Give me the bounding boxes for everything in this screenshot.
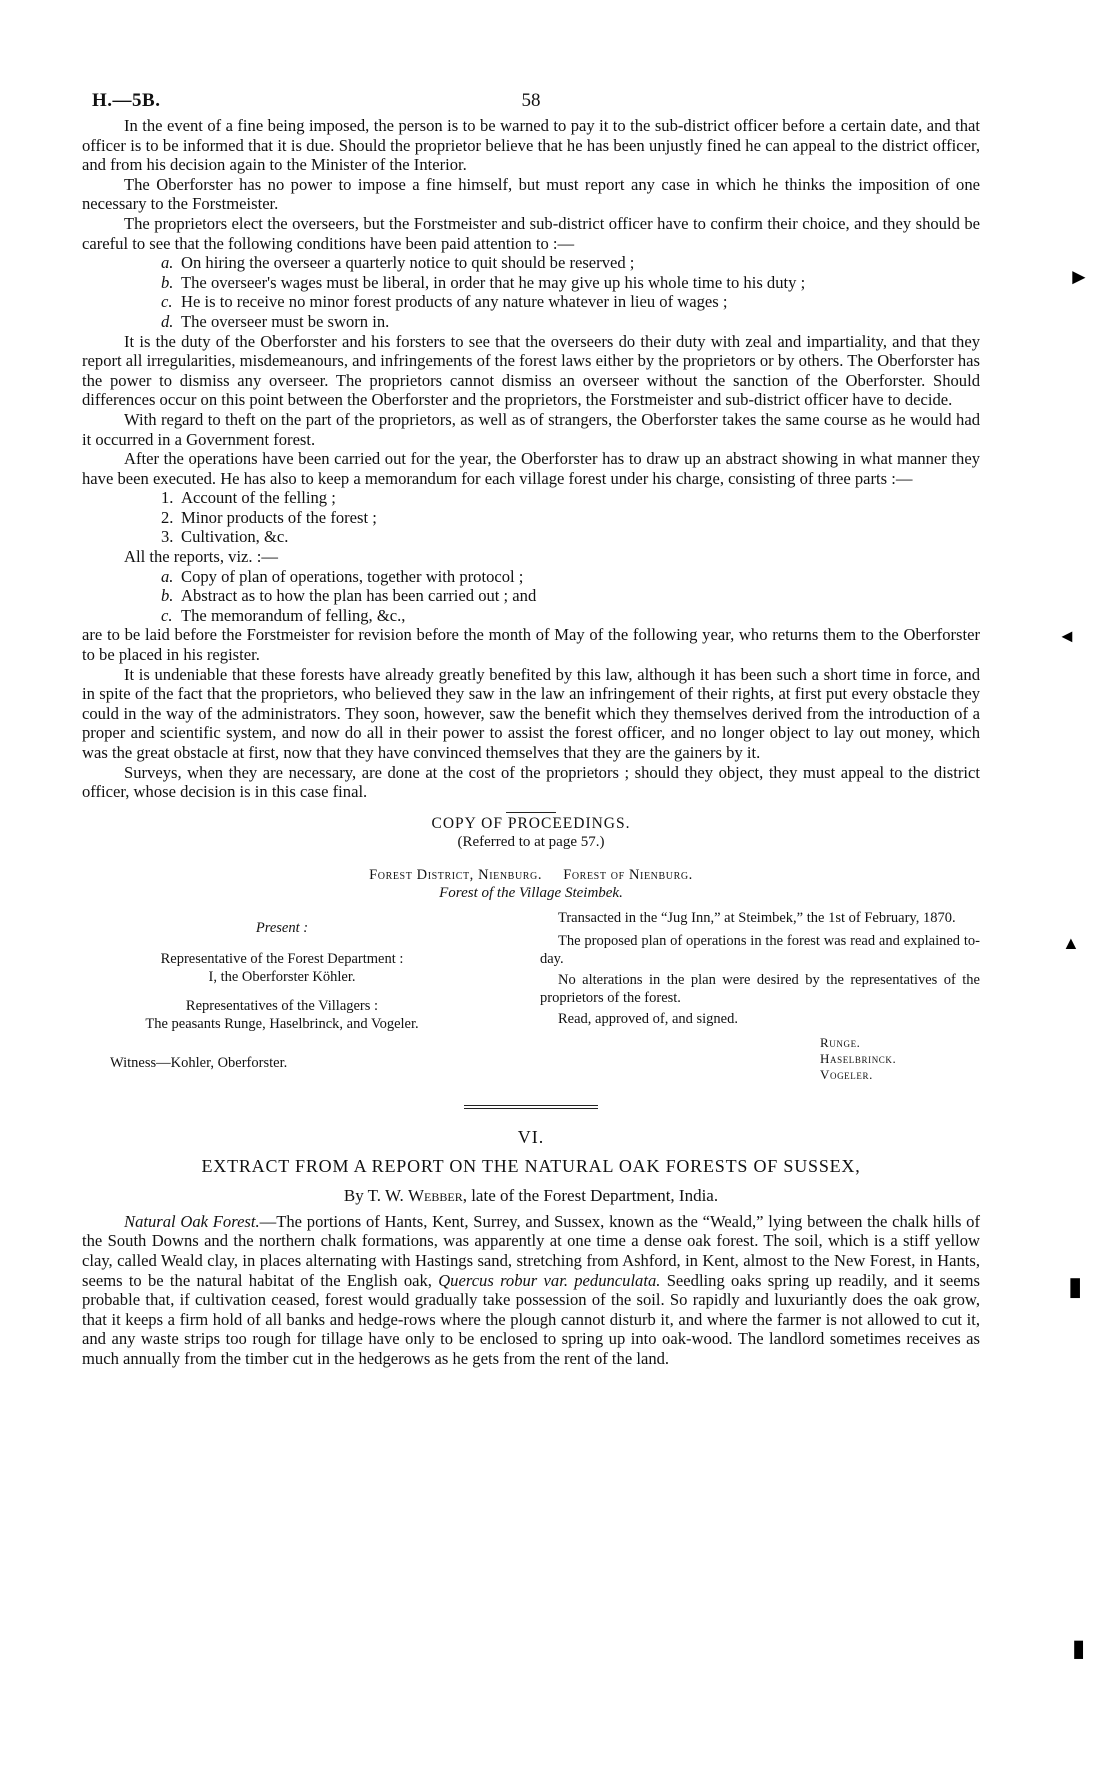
list-item	[82, 292, 980, 312]
paragraph-lead: Natural Oak Forest.	[124, 1211, 260, 1231]
proceedings-title: COPY OF PROCEEDINGS.	[431, 814, 631, 832]
proceedings-record	[540, 910, 980, 1083]
list-item	[82, 273, 980, 293]
transacted-line: Transacted in the “Jug Inn,” at Steimbek,” the 1st of February, 1870.	[558, 909, 956, 926]
section-number: VI.	[517, 1126, 545, 1147]
list-item	[82, 312, 980, 332]
page-number: 58	[521, 90, 541, 111]
list-item	[82, 508, 980, 528]
margin-pointer-icon: ▲	[1062, 933, 1080, 953]
author-suffix: , late of the Forest Department, India.	[462, 1185, 719, 1205]
signature: Haselbrinck.	[820, 1050, 897, 1066]
list-text: Account of the felling ;	[181, 488, 336, 508]
list-text: Abstract as to how the plan has been carried out ; and	[181, 586, 537, 606]
list-item	[82, 527, 980, 547]
paragraph	[82, 1212, 980, 1369]
paragraph: After the operations have been carried out for the year, the Oberforster has to draw up an abstract showing in what manner they have been executed. He has also to keep a memorandum for each village forest under his charge, consisting of three parts :—	[82, 449, 980, 488]
memorandum-list	[82, 488, 980, 547]
section-author	[82, 1186, 980, 1206]
reports-list	[82, 567, 980, 626]
paragraph: In the event of a fine being imposed, the person is to be warned to pay it to the sub-district officer before a certain date, and that officer is to be informed that it is due. Should the proprietor believe that he has been unjustly fined he can appeal to the district officer, and from his decision again to the Minister of the Interior.	[82, 116, 980, 175]
paragraph: It is the duty of the Oberforster and his forsters to see that the overseers do their duty with zeal and impartiality, and that they report all irregularities, misdemeanours, and infringements of the forest laws either by the proprietors or by others. The Oberforster has the power to dismiss any overseer. The proprietors cannot dismiss an overseer without the sanction of the Oberforster. Should differences occur on this point between the Oberforster and the proprietors, the Forstmeister and sub-district officer have to decide.	[82, 331, 980, 410]
villagers-names: The peasants Runge, Haselbrinck, and Vogeler.	[145, 1015, 419, 1032]
forest-rep-name: I, the Oberforster Köhler.	[208, 968, 356, 985]
present-label: Present :	[255, 919, 309, 936]
paragraph: It is undeniable that these forests have already greatly benefited by this law, although it has been such a short time in force, and in spite of the fact that the proprietors, who believed they saw in the law an infringement of their rights, at first put every obstacle they could in the way of the administrators. They soon, however, saw the benefit which they themselves derived from the introduction of a proper and scientific system, and now do all in their power to assist the forest officer, and no longer object to lay out money, which was the great obstacle at first, now that they have convinced themselves that they are the gainers by it.	[82, 664, 980, 762]
proceedings-heading: Forest District, Nienburg. Forest of Nienburg.	[369, 866, 693, 883]
margin-pointer-icon: ◄	[1058, 626, 1076, 646]
paragraph: All the reports, viz. :—	[124, 547, 278, 567]
forest-rep-title: Representative of the Forest Department :	[160, 951, 404, 968]
signed-line: Read, approved of, and signed.	[558, 1011, 738, 1028]
signatures	[820, 1035, 980, 1083]
list-marker: a.	[161, 253, 174, 273]
margin-pointer-icon: ►	[1068, 264, 1090, 289]
section-divider	[464, 1105, 598, 1109]
conditions-list	[82, 253, 980, 331]
section-text	[82, 1212, 980, 1369]
margin-tab-icon: ▮	[1072, 1636, 1086, 1662]
list-marker: b.	[161, 272, 174, 292]
signature: Runge.	[820, 1034, 861, 1050]
no-alterations-line: No alterations in the plan were desired by the representatives of the proprietors of the forest.	[540, 972, 980, 1006]
list-marker: 2.	[161, 507, 174, 527]
paragraph: The proprietors elect the overseers, but the Forstmeister and sub-district officer have to confirm their choice, and they should be careful to see that the following conditions have been paid attention to :—	[82, 213, 980, 253]
paragraph-text: —The portions of Hants, Kent, Surrey, and Sussex, known as the “Weald,” lying between the chalk hills of the South Downs and the northern chalk formations, was apparently at one time a dense oak forest. The soil, which is a stiff yellow clay, called Weald clay, in places alternating with Hastings sand, stretching from Ashford, in Kent, almost to the New Forest, in Hants, seems to be the natural habitat of the English oak,	[82, 1211, 980, 1290]
list-text: The memorandum of felling, &c.,	[181, 605, 406, 625]
document-reference: H.—5B.	[92, 90, 161, 111]
paragraph-text: Seedling oaks spring up readily, and it seems probable that, if cultivation ceased, forest would gradually take possession of the soil. So rapidly and luxuriantly does the oak grow, that it keeps a firm hold of all banks and hedge-rows where the plough cannot disturb it, and where the farmer is not allowed to cut it, and any waste strips too rough for tillage have only to be enclosed to spring up into oak-wood. The landlord sometimes receives as much annually from the timber cut in the hedgerows as he gets from the rent of the land.	[82, 1270, 980, 1368]
margin-tab-icon: ▮	[1068, 1272, 1083, 1301]
list-text: On hiring the overseer a quarterly notice to quit should be reserved ;	[181, 253, 635, 273]
proceedings-reference: (Referred to at page 57.)	[457, 833, 605, 850]
species-name: Quercus robur var. pedunculata.	[438, 1270, 661, 1290]
list-item	[82, 586, 980, 606]
paragraph: The Oberforster has no power to impose a fine himself, but must report any case in which he thinks the imposition of one necessary to the Forstmeister.	[82, 174, 980, 214]
divider	[506, 812, 556, 813]
list-text: The overseer must be sworn in.	[181, 311, 390, 331]
list-marker: c.	[161, 292, 173, 312]
list-marker: c.	[161, 605, 173, 625]
list-text: He is to receive no minor forest products of any nature whatever in lieu of wages ;	[181, 292, 728, 312]
list-marker: d.	[161, 311, 174, 331]
witness-line: Witness—Kohler, Oberforster.	[110, 1055, 288, 1072]
list-item	[82, 567, 980, 587]
list-text: Cultivation, &c.	[181, 527, 289, 547]
list-item	[82, 253, 980, 273]
paragraph: With regard to theft on the part of the proprietors, as well as of strangers, the Oberforster takes the same course as he would had it occurred in a Government forest.	[82, 409, 980, 449]
section-title: EXTRACT FROM A REPORT ON THE NATURAL OAK FORESTS OF SUSSEX,	[201, 1155, 861, 1176]
list-marker: a.	[161, 566, 174, 586]
author-name: Webber	[407, 1185, 463, 1205]
list-marker: b.	[161, 586, 174, 606]
list-item	[82, 488, 980, 508]
main-text	[82, 116, 980, 802]
plan-read-line: The proposed plan of operations in the forest was read and explained to-day.	[540, 933, 980, 967]
signature: Vogeler.	[820, 1066, 873, 1082]
proceedings-forest: Forest of the Village Steimbek.	[439, 884, 623, 901]
list-marker: 3.	[161, 527, 174, 547]
list-text: The overseer's wages must be liberal, in order that he may give up his whole time to his duty ;	[181, 272, 806, 292]
proceedings-attendees	[82, 910, 482, 1083]
list-marker: 1.	[161, 488, 174, 508]
list-text: Copy of plan of operations, together with protocol ;	[181, 566, 524, 586]
villagers-title: Representatives of the Villagers :	[185, 998, 379, 1015]
document-page	[82, 82, 980, 1369]
list-item	[82, 606, 980, 626]
paragraph: Surveys, when they are necessary, are done at the cost of the proprietors ; should they object, they must appeal to the district officer, whose decision is in this case final.	[82, 762, 980, 802]
author-prefix: By T. W.	[343, 1185, 408, 1205]
paragraph: are to be laid before the Forstmeister for revision before the month of May of the following year, who returns them to the Oberforster to be placed in his register.	[82, 625, 980, 665]
page-header	[82, 82, 980, 116]
proceedings-body	[82, 910, 980, 1083]
list-text: Minor products of the forest ;	[181, 507, 377, 527]
